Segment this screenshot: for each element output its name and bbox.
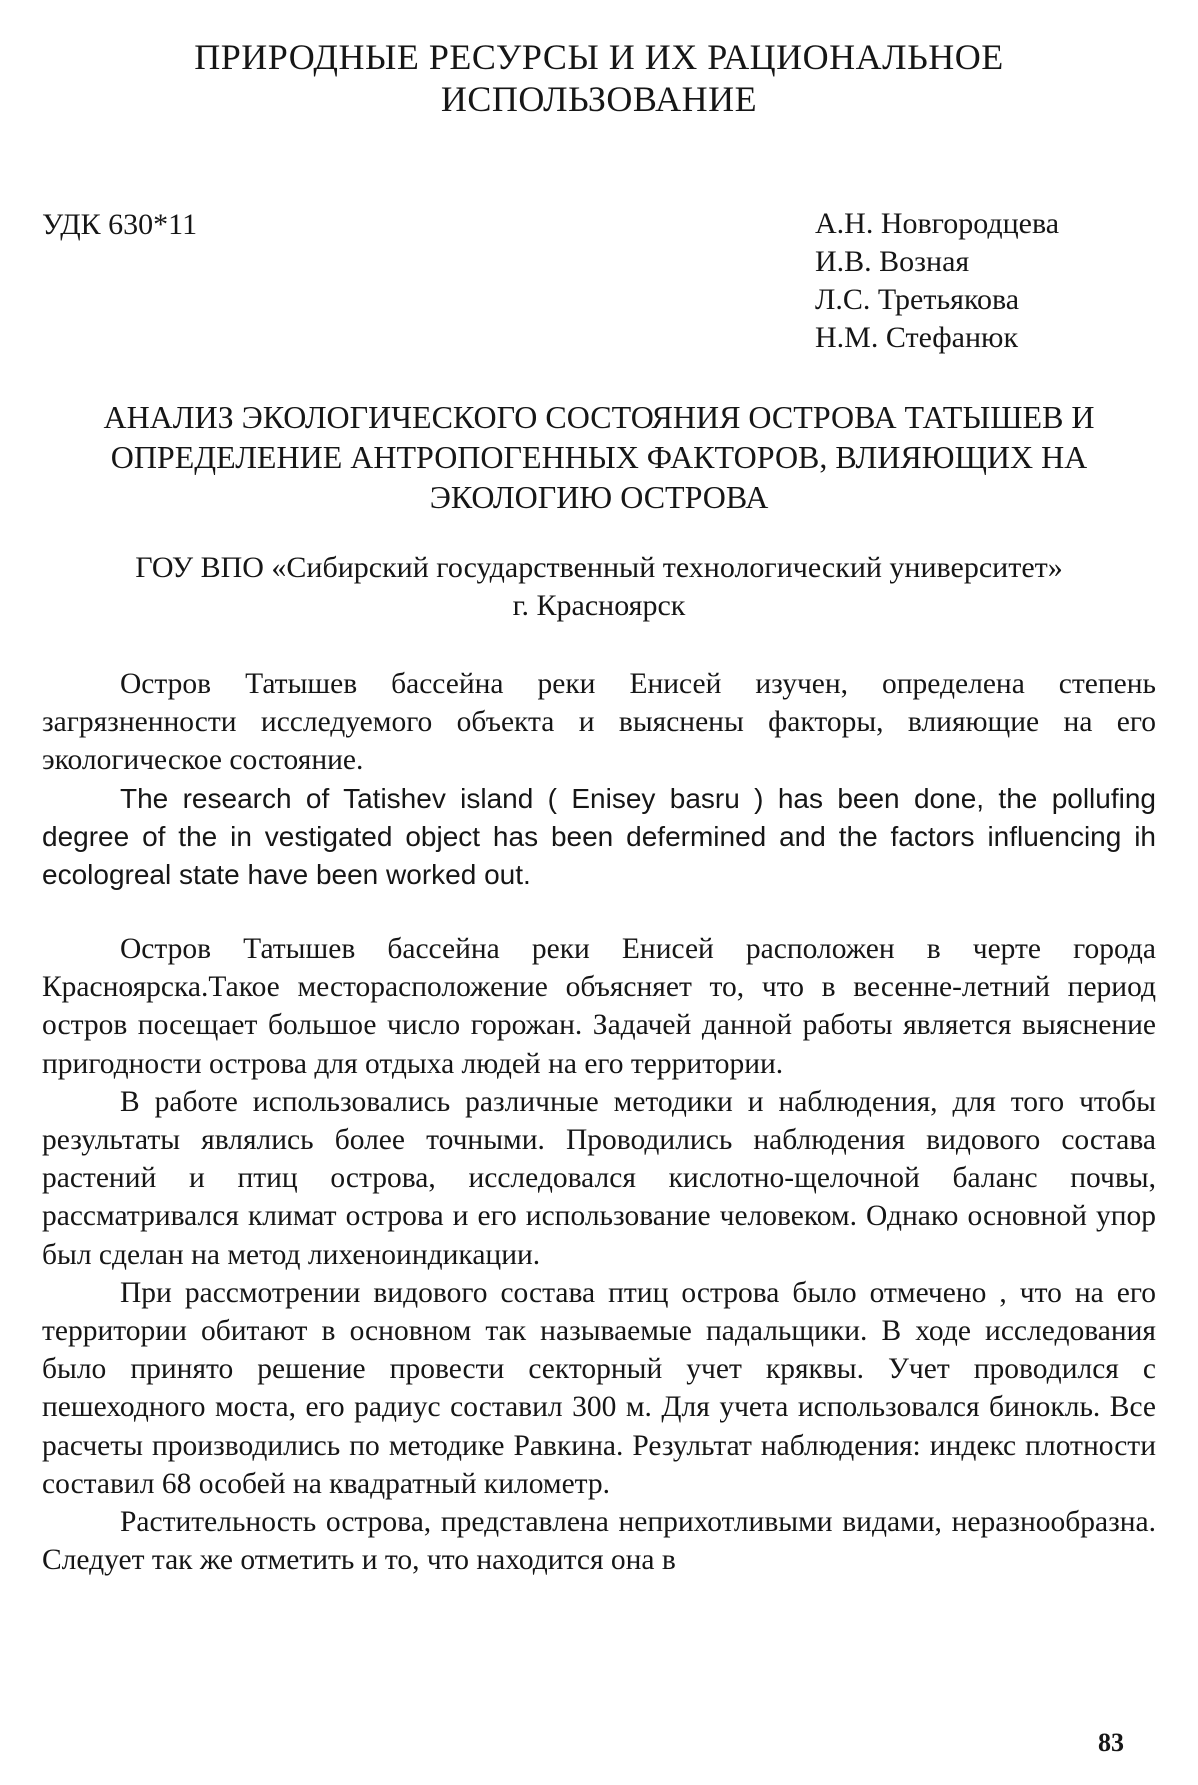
author: И.В. Возная xyxy=(815,245,970,278)
paragraph: Остров Татышев бассейна реки Енисей расположен в черте города Красноярска.Такое месторасположение объясняет то, что в весенне-летний период остров посещает большое число горожан. Задачей данной работы является выяснение пригодности острова для отдыха людей на его территории. xyxy=(42,933,1156,1080)
author: Н.М. Стефанюк xyxy=(815,321,1019,354)
affiliation xyxy=(40,549,1158,625)
affiliation-city: г. Красноярск xyxy=(512,589,686,622)
paragraph: Растительность острова, представлена неприхотливыми видами, неразнообразна. Следует так же отметить и то, что находится она в xyxy=(42,1506,1156,1577)
page-number: 83 xyxy=(1098,1728,1124,1757)
section-title-line: ИСПОЛЬЗОВАНИЕ xyxy=(440,79,758,119)
paragraph: В работе использовались различные методики и наблюдения, для того чтобы результаты являлись более точными. Проводились наблюдения видового состава растений и птиц острова, исследовался кислотно-щелочной баланс почвы, рассматривался климат острова и его использование человеком. Однако основной упор был сделан на метод лихеноиндикации. xyxy=(42,1085,1156,1271)
article-title-line: ЭКОЛОГИЮ ОСТРОВА xyxy=(429,479,769,515)
abstract xyxy=(42,665,1156,894)
affiliation-institution: ГОУ ВПО «Сибирский государственный технологический университет» xyxy=(135,551,1063,584)
udk-code: УДК 630*11 xyxy=(42,208,198,241)
author-list xyxy=(815,205,1059,357)
author: А.Н. Новгородцева xyxy=(815,207,1060,240)
article-title-line: ОПРЕДЕЛЕНИЕ АНТРОПОГЕННЫХ ФАКТОРОВ, ВЛИЯЮЩИХ НА xyxy=(110,439,1088,475)
section-title xyxy=(0,36,1198,120)
section-title-line: ПРИРОДНЫЕ РЕСУРСЫ И ИХ РАЦИОНАЛЬНОЕ xyxy=(194,37,1004,77)
article-title-line: АНАЛИЗ ЭКОЛОГИЧЕСКОГО СОСТОЯНИЯ ОСТРОВА ТАТЫШЕВ И xyxy=(103,399,1095,435)
paragraph: При рассмотрении видового состава птиц острова было отмечено , что на его территории обитают в основном так называемые падальщики. В ходе исследования было принято решение провести секторный учет кряквы. Учет проводился с пешеходного моста, его радиус составил 300 м. Для учета использовался бинокль. Все расчеты производились по методике Равкина. Результат наблюдения: индекс плотности составил 68 особей на квадратный километр. xyxy=(42,1276,1156,1500)
abstract-english: The research of Tatishev island ( Enisey basru ) has been done, the pollufing degree of the in vestigated object has been defermined and the factors influencing ih ecologreal state have been worked out. xyxy=(42,782,1156,891)
article-title xyxy=(40,397,1158,517)
abstract-russian: Остров Татышев бассейна реки Енисей изучен, определена степень загрязненности исследуемого объекта и выяснены факторы, влияющие на его экологическое состояние. xyxy=(42,668,1156,777)
author: Л.С. Третьякова xyxy=(815,283,1020,316)
main-text xyxy=(42,930,1156,1579)
